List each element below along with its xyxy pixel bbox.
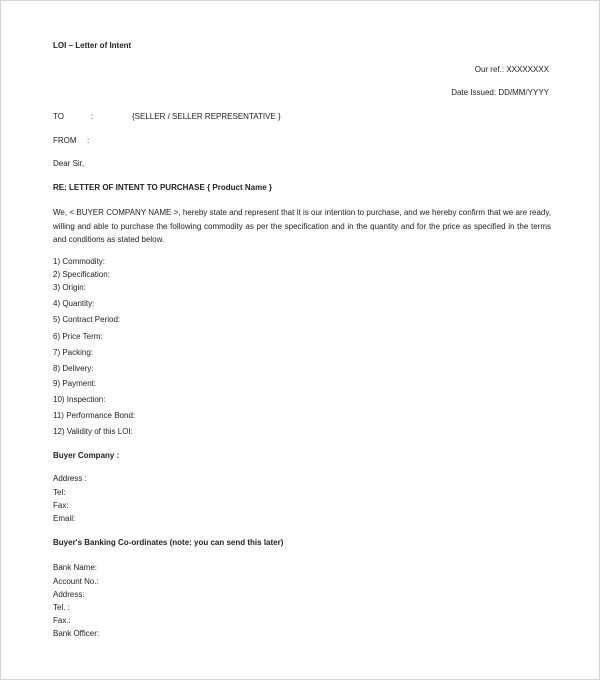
list-item: 2) Specification: [53,270,110,279]
list-item: 4) Quantity: [53,299,95,308]
bank-field: Fax.: [53,616,71,625]
bank-field: Account No.: [53,577,99,586]
buyer-field: Tel: [53,488,66,497]
bank-field: Address: [53,590,85,599]
buyer-company-heading: Buyer Company : [53,451,120,460]
to-colon: : [91,112,94,121]
bank-field: Tel. : [53,603,70,612]
list-item: 11) Performance Bond: [53,411,136,420]
list-item: 8) Delivery: [53,364,94,373]
subject-line: RE: LETTER OF INTENT TO PURCHASE { Product Name } [53,183,272,192]
body-paragraph: We, < BUYER COMPANY NAME >, hereby state and represent that it is our intention to purchase, and we hereby confirm that we are ready, willing and able to purchase the following commodity as per the specification and in the quantity and for the price as specified in the terms and conditions as stated below. [53,208,551,244]
letter-title: LOI – Letter of Intent [53,41,132,50]
bank-field: Bank Officer: [53,629,100,638]
list-item: 10) Inspection: [53,395,106,404]
buyer-field: Fax: [53,501,69,510]
list-item: 1) Commodity: [53,257,106,266]
our-ref: Our ref.: XXXXXXXX [474,65,549,74]
to-label: TO [53,112,64,121]
from-label: FROM [53,136,77,145]
list-item: 3) Origin: [53,283,86,292]
date-issued: Date Issued: DD/MM/YYYY [451,88,549,97]
bank-heading: Buyer's Banking Co-ordinates (note: you can send this later) [53,538,284,547]
list-item: 5) Contract Period: [53,315,121,324]
list-item: 7) Packing: [53,348,94,357]
buyer-field: Address : [53,474,87,483]
list-item: 12) Validity of this LOI: [53,427,133,436]
to-value: {SELLER / SELLER REPRESENTATIVE } [132,112,281,121]
from-colon: : [87,136,90,145]
salutation: Dear Sir, [53,159,85,168]
bank-field: Bank Name: [53,563,98,572]
list-item: 6) Price Term: [53,332,103,341]
buyer-field: Email: [53,514,76,523]
list-item: 9) Payment: [53,379,97,388]
